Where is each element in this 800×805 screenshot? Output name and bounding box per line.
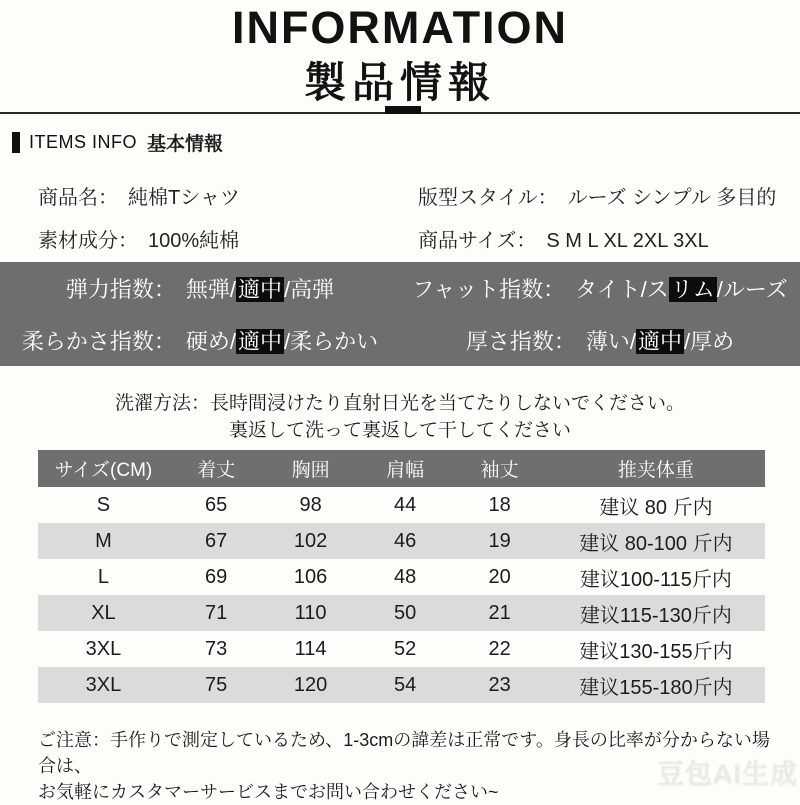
cell-length: 71 (204, 601, 228, 624)
table-row-3xl-b (38, 667, 765, 703)
sizes-row (418, 224, 783, 253)
elasticity-index-label: 弾力指数： (65, 276, 176, 302)
material-label: 素材成分： (38, 230, 138, 252)
sizes-label: 商品サイズ： (418, 230, 537, 252)
cell-weight: 建议130-155斤内 (579, 640, 733, 663)
washing-line-2: 裏返して洗って裏返して干してください (228, 420, 571, 441)
thickness-index-post: /厚め (684, 328, 735, 354)
notice-line-2: お気軽にカスタマーサービスまでお問い合わせください~ (38, 782, 499, 802)
cell-bust: 110 (294, 601, 327, 624)
fit-index-post: /ルーズ (716, 276, 788, 302)
cell-length: 67 (204, 529, 228, 552)
style-value: ルーズ シンプル 多目的 (567, 187, 777, 209)
col-header-length: 着丈 (197, 460, 236, 481)
col-header-bust: 胸囲 (291, 460, 330, 481)
cell-size: S (96, 493, 111, 516)
cell-size: M (95, 529, 112, 552)
cell-weight: 建议100-115斤内 (579, 568, 732, 591)
cell-weight: 建议 80-100 斤内 (579, 532, 733, 555)
cell-shoulder: 50 (393, 601, 417, 624)
elasticity-index-pre: 無弾/ (185, 276, 236, 302)
col-header-weight: 推夹体重 (617, 460, 694, 481)
material-row (38, 224, 418, 253)
table-row-3xl-a (38, 631, 765, 667)
softness-index-pre: 硬め/ (185, 328, 236, 354)
fit-index-highlight: リム (670, 276, 715, 302)
cell-length: 73 (204, 637, 228, 660)
page-subtitle: 製品情報 (303, 59, 496, 106)
cell-length: 65 (204, 493, 228, 516)
product-name-label: 商品名： (38, 187, 118, 209)
thickness-index-label: 厚さ指数： (465, 328, 576, 354)
softness-index (0, 325, 400, 356)
size-table-header (38, 450, 765, 487)
section-marker-bar (12, 132, 20, 153)
table-row-s (38, 487, 765, 523)
thickness-index-highlight: 適中 (638, 328, 683, 354)
cell-sleeve: 18 (488, 493, 511, 516)
cell-weight: 建议115-130斤内 (579, 604, 732, 627)
washing-instructions (0, 390, 800, 444)
softness-index-label: 柔らかさ指数： (21, 328, 176, 354)
notice-line-1: ご注意：手作りで測定しているため、1-3cmの諱差は正常です。身長の比率が分からない場合は、 (38, 730, 770, 776)
cell-size: XL (91, 601, 116, 624)
size-table (38, 450, 765, 703)
cell-weight: 建议 80 斤内 (599, 496, 713, 519)
section-header (12, 129, 223, 156)
thickness-index-pre: 薄い/ (585, 328, 636, 354)
cell-bust: 102 (293, 529, 328, 552)
cell-shoulder: 54 (393, 673, 417, 696)
cell-length: 75 (204, 673, 228, 696)
ai-watermark: 豆包AI生成 (657, 759, 798, 789)
cell-shoulder: 46 (393, 529, 417, 552)
divider-center-mark (385, 106, 421, 114)
fit-index (400, 273, 800, 304)
cell-weight: 建议155-180斤内 (579, 676, 733, 699)
softness-index-highlight: 適中 (238, 328, 283, 354)
cell-length: 69 (204, 565, 228, 588)
section-title-ja: 基本情報 (147, 134, 224, 155)
elasticity-index (0, 273, 400, 304)
softness-index-post: /柔らかい (284, 328, 379, 354)
style-row (418, 181, 783, 210)
cell-size: L (97, 565, 109, 588)
cell-size: 3XL (85, 637, 122, 660)
table-row-xl (38, 595, 765, 631)
cell-bust: 98 (299, 493, 322, 516)
elasticity-index-highlight: 適中 (238, 276, 283, 302)
col-header-shoulder: 肩幅 (386, 460, 425, 481)
header-divider (0, 112, 800, 114)
page-title: INFORMATION (231, 2, 569, 53)
cell-bust: 106 (293, 565, 328, 588)
fit-index-pre: タイト/ス (575, 276, 669, 302)
thickness-index (400, 325, 800, 356)
cell-shoulder: 52 (393, 637, 417, 660)
table-row-l (38, 559, 765, 595)
cell-shoulder: 44 (393, 493, 417, 516)
material-value: 100%純棉 (148, 230, 240, 252)
cell-sleeve: 22 (488, 637, 511, 660)
cell-sleeve: 23 (488, 673, 511, 696)
cell-shoulder: 48 (393, 565, 417, 588)
cell-sleeve: 20 (488, 565, 511, 588)
elasticity-index-post: /高弾 (284, 276, 335, 302)
cell-bust: 120 (293, 673, 328, 696)
style-label: 版型スタイル： (418, 187, 558, 209)
cell-sleeve: 21 (488, 601, 511, 624)
sizes-value: S M L XL 2XL 3XL (546, 230, 709, 252)
washing-line-1: 洗濯方法：長時間浸けたり直射日光を当てたりしないでください。 (114, 393, 685, 414)
basic-info (38, 181, 783, 253)
col-header-sleeve: 袖丈 (480, 460, 519, 481)
cell-bust: 114 (294, 637, 327, 660)
col-header-size: サイズ(CM) (54, 460, 153, 481)
cell-size: 3XL (85, 673, 122, 696)
index-bars (0, 262, 800, 366)
fit-index-label: フャット指数： (412, 276, 566, 302)
table-row-m (38, 523, 765, 559)
cell-sleeve: 19 (488, 529, 511, 552)
product-name-value: 純棉Tシャツ (128, 187, 240, 209)
section-title-en: ITEMS INFO (29, 132, 137, 152)
product-name-row (38, 181, 418, 210)
